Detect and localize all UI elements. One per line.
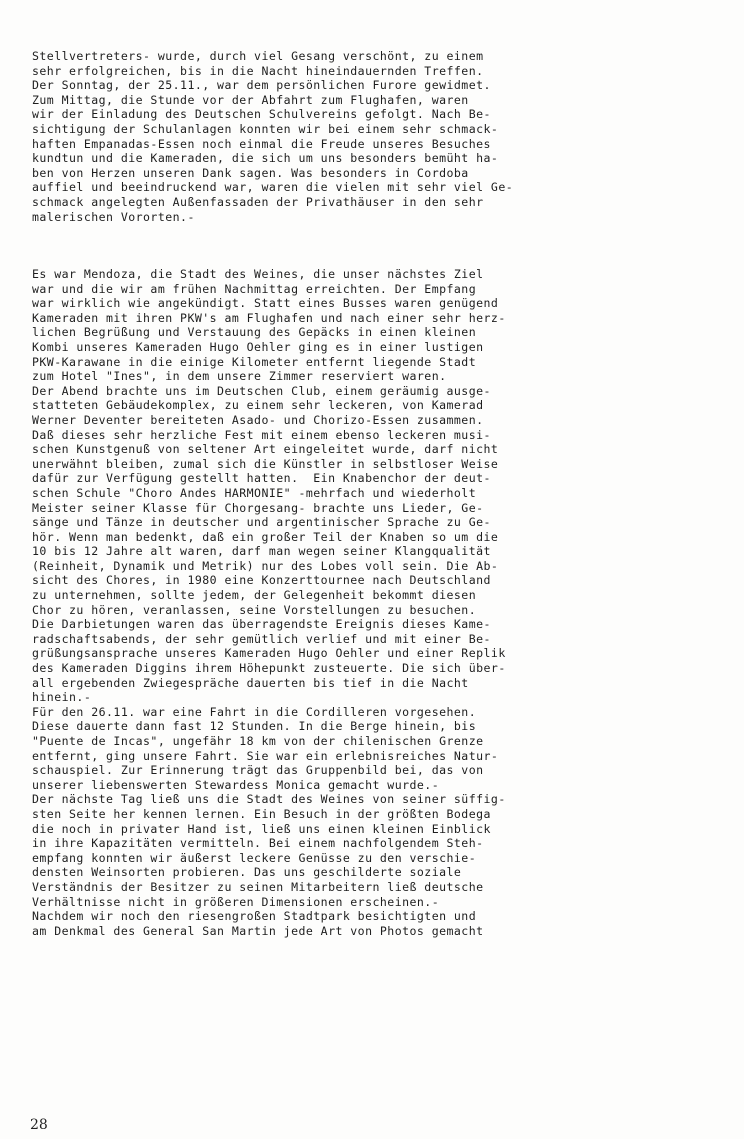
text-line: Werner Deventer bereiteten Asado- und Chorizo-Essen zusammen.: [32, 412, 484, 427]
text-line: kundtun und die Kameraden, die sich um uns besonders bemüht ha-: [32, 151, 499, 166]
text-line: schen Kunstgenuß von seltener Art eingeleitet wurde, darf nicht: [32, 442, 499, 457]
text-line: Der Sonntag, der 25.11., war dem persönlichen Furore gewidmet.: [32, 78, 491, 93]
text-line: empfang konnten wir äußerst leckere Genüsse zu den verschie-: [32, 850, 477, 865]
text-line: sänge und Tänze in deutscher und argentinischer Sprache zu Ge-: [32, 515, 491, 530]
text-line: entfernt, ging unsere Fahrt. Sie war ein erlebnisreiches Natur-: [32, 748, 499, 763]
text-line: Für den 26.11. war eine Fahrt in die Cordilleren vorgesehen.: [32, 704, 477, 719]
text-line: grüßungsansprache unseres Kameraden Hugo Oehler und einer Replik: [32, 646, 506, 661]
text-line: Die Darbietungen waren das überragendste Ereignis dieses Kame-: [32, 617, 491, 632]
text-line: war wirklich wie angekündigt. Statt eines Busses waren genügend: [32, 296, 499, 311]
text-line: Kameraden mit ihren PKW's am Flughafen und nach einer sehr herz-: [32, 310, 506, 325]
text-line: Der Abend brachte uns im Deutschen Club, einem geräumig ausge-: [32, 383, 491, 398]
text-line: schmack angelegten Außenfassaden der Privathäuser in den sehr: [32, 194, 484, 209]
text-line: sehr erfolgreichen, bis in die Nacht hineindauernden Treffen.: [32, 63, 484, 78]
text-line: Diese dauerte dann fast 12 Stunden. In die Berge hinein, bis: [32, 719, 477, 734]
text-line: densten Weinsorten probieren. Das uns geschilderte soziale: [32, 865, 462, 880]
text-line: Der nächste Tag ließ uns die Stadt des Weines von seiner süffig-: [32, 792, 506, 807]
text-line: des Kameraden Diggins ihrem Höhepunkt zusteuerte. Die sich über-: [32, 661, 506, 676]
page-number: 28: [30, 1117, 48, 1133]
text-line: Nachdem wir noch den riesengroßen Stadtpark besichtigten und: [32, 909, 477, 924]
text-line: sten Seite her kennen lernen. Ein Besuch in der größten Bodega: [32, 806, 491, 821]
text-line: Stellvertreters- wurde, durch viel Gesang verschönt, zu einem: [32, 49, 484, 63]
text-line: dafür zur Verfügung gestellt hatten. Ein Knabenchor der deut-: [32, 471, 491, 486]
paragraph-mendoza: [32, 267, 712, 938]
text-line: all ergebenden Zwiegespräche dauerten bis tief in die Nacht: [32, 675, 469, 690]
text-line: zu unternehmen, sollte jedem, der Gelegenheit bekommt diesen: [32, 588, 477, 603]
text-line: war und die wir am frühen Nachmittag erreichten. Der Empfang: [32, 281, 477, 296]
text-line: Verständnis der Besitzer zu seinen Mitarbeitern ließ deutsche: [32, 879, 484, 894]
text-line: sicht des Chores, in 1980 eine Konzerttournee nach Deutschland: [32, 573, 491, 588]
text-line: am Denkmal des General San Martin jede Art von Photos gemacht: [32, 923, 484, 938]
text-line: schen Schule "Choro Andes HARMONIE" -mehrfach und wiederholt: [32, 485, 477, 500]
text-line: radschaftsabends, der sehr gemütlich verlief und mit einer Be-: [32, 631, 491, 646]
text-line: hör. Wenn man bedenkt, daß ein großer Teil der Knaben so um die: [32, 529, 499, 544]
text-line: unerwähnt bleiben, zumal sich die Künstler in selbstloser Weise: [32, 456, 499, 471]
text-line: ben von Herzen unseren Dank sagen. Was besonders in Cordoba: [32, 165, 469, 180]
text-line: statteten Gebäudekomplex, zu einem sehr leckeren, von Kamerad: [32, 398, 484, 413]
text-line: (Reinheit, Dynamik und Metrik) nur des Lobes voll sein. Die Ab-: [32, 558, 499, 573]
text-line: Es war Mendoza, die Stadt des Weines, die unser nächstes Ziel: [32, 267, 484, 281]
text-line: Verhältnisse nicht in größeren Dimensionen erscheinen.-: [32, 894, 440, 909]
text-line: "Puente de Incas", ungefähr 18 km von der chilenischen Grenze: [32, 734, 484, 748]
text-line: hinein.-: [32, 690, 92, 705]
text-line: Chor zu hören, veranlassen, seine Vorstellungen zu besuchen.: [32, 602, 477, 617]
text-line: Daß dieses sehr herzliche Fest mit einem ebenso leckeren musi-: [32, 427, 491, 442]
text-line: sichtigung der Schulanlagen konnten wir bei einem sehr schmack-: [32, 121, 499, 136]
text-line: PKW-Karawane in die einige Kilometer entfernt liegende Stadt: [32, 354, 477, 369]
text-line: schauspiel. Zur Erinnerung trägt das Gruppenbild bei, das von: [32, 763, 484, 778]
text-line: unserer liebenswerten Stewardess Monica gemacht wurde.-: [32, 777, 440, 792]
text-line: auffiel und beeindruckend war, waren die vielen mit sehr viel Ge-: [32, 180, 514, 195]
text-line: malerischen Vororten.-: [32, 209, 195, 224]
text-line: Kombi unseres Kameraden Hugo Oehler ging es in einer lustigen: [32, 339, 484, 354]
text-line: lichen Begrüßung und Verstauung des Gepäcks in einen kleinen: [32, 325, 477, 340]
text-line: in ihre Kapazitäten vermitteln. Bei einem nachfolgendem Steh-: [32, 836, 484, 851]
text-line: Zum Mittag, die Stunde vor der Abfahrt zum Flughafen, waren: [32, 92, 469, 107]
text-line: 10 bis 12 Jahre alt waren, darf man wegen seiner Klangqualität: [32, 544, 491, 559]
text-line: die noch in privater Hand ist, ließ uns einen kleinen Einblick: [32, 821, 491, 836]
text-line: wir der Einladung des Deutschen Schulvereins gefolgt. Nach Be-: [32, 107, 491, 122]
text-line: Meister seiner Klasse für Chorgesang- brachte uns Lieder, Ge-: [32, 500, 484, 515]
paragraph-cordoba: [32, 49, 712, 224]
text-line: zum Hotel "Ines", in dem unsere Zimmer reserviert waren.: [32, 369, 447, 384]
text-line: haften Empanadas-Essen noch einmal die Freude unseres Besuches: [32, 136, 491, 151]
